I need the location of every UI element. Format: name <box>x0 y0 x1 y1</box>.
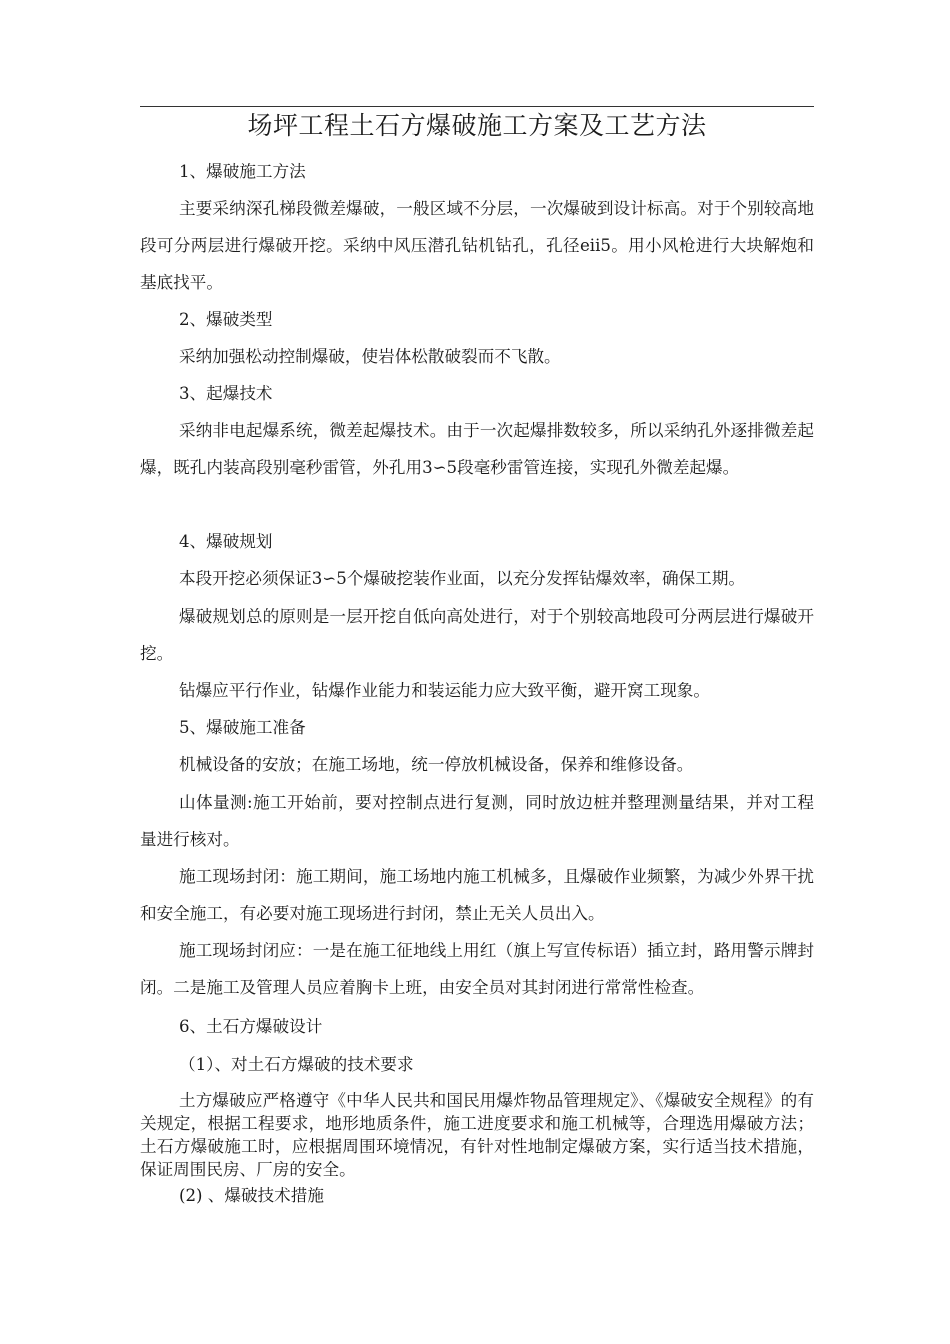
section-6-heading: 6、土石方爆破设计 <box>179 1017 323 1036</box>
section-1-heading: 1、爆破施工方法 <box>179 162 306 181</box>
section-6-paragraph: 土方爆破应严格遵守《中华人民共和国民用爆炸物品管理规定》、《爆破安全规程》的有关规定，根据工程要求，地形地质条件，施工进度要求和施工机械等，合理选用爆破方法；土石方爆破施工时，应根据周围环境情况，有针对性地制定爆破方案，实行适当技术措施，保证周围民房、厂房的安全。 <box>140 1091 814 1179</box>
section-3-paragraph: 采纳非电起爆系统，微差起爆技术。由于一次起爆排数较多，所以采纳孔外逐排微差起爆，既孔内装高段别毫秒雷管，外孔用3∽5段毫秒雷管连接，实现孔外微差起爆。 <box>140 421 814 477</box>
section-5-paragraph-4: 施工现场封闭应：一是在施工征地线上用红（旗上写宣传标语）插立封，路用警示牌封闭。二是施工及管理人员应着胸卡上班，由安全员对其封闭进行常常性检查。 <box>140 941 814 997</box>
section-4-paragraph-2: 爆破规划总的原则是一层开挖自低向高处进行，对于个别较高地段可分两层进行爆破开挖。 <box>140 607 814 663</box>
section-2-paragraph: 采纳加强松动控制爆破，使岩体松散破裂而不飞散。 <box>179 347 561 366</box>
header-rule <box>140 106 814 107</box>
section-1-paragraph: 主要采纳深孔梯段微差爆破，一般区域不分层，一次爆破到设计标高。对于个别较高地段可分两层进行爆破开挖。采纳中风压潜孔钻机钻孔，孔径eii5。用小风枪进行大块解炮和基底找平。 <box>140 199 814 292</box>
section-4-paragraph-3: 钻爆应平行作业，钻爆作业能力和装运能力应大致平衡，避开窝工现象。 <box>179 681 710 700</box>
section-4-heading: 4、爆破规划 <box>179 532 273 551</box>
section-6-subheading-1: （1）、对土石方爆破的技术要求 <box>179 1055 414 1074</box>
section-4-paragraph-1: 本段开挖必须保证3∽5个爆破挖装作业面，以充分发挥钻爆效率，确保工期。 <box>179 569 746 588</box>
section-2-heading: 2、爆破类型 <box>179 310 273 329</box>
section-5-paragraph-1: 机械设备的安放；在施工场地，统一停放机械设备，保养和维修设备。 <box>179 755 694 774</box>
section-5-paragraph-2: 山体量测:施工开始前，要对控制点进行复测，同时放边桩并整理测量结果，并对工程量进行核对。 <box>140 793 814 849</box>
document-title: 场坪工程土石方爆破施工方案及工艺方法 <box>247 111 707 140</box>
section-5-paragraph-3: 施工现场封闭：施工期间，施工场地内施工机械多，且爆破作业频繁，为减少外界干扰和安全施工，有必要对施工现场进行封闭，禁止无关人员出入。 <box>140 867 814 923</box>
section-6-subheading-2: (2) 、爆破技术措施 <box>179 1186 324 1205</box>
section-5-heading: 5、爆破施工准备 <box>179 718 306 737</box>
section-3-heading: 3、起爆技术 <box>179 384 273 403</box>
